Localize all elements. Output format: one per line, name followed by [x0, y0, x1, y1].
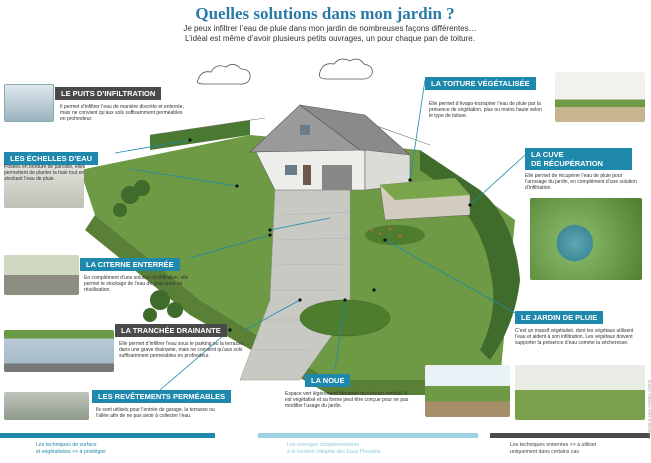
- callout-jardin-text: C’est un massif végétalisé, dont les végétaux utilisent l’eau et aident à son infiltration. Les végétaux doivent supporter la présence d’eau comme la sécheresse.: [515, 328, 634, 346]
- legend-complementary: [287, 442, 380, 455]
- legend-bar-underground: [490, 433, 650, 438]
- callout-noue: [285, 370, 410, 409]
- credit-text: © Adopta et eaux mondes contrat: [646, 380, 651, 440]
- drainage-trench-thumbnail: [4, 330, 114, 372]
- callout-noue-title: LA NOUE: [305, 374, 350, 387]
- legend-underground-line-2: uniquement dans certains cas: [510, 448, 579, 455]
- legend-complementary-line-2: à la Gestion Intégrée des Eaux Pluviales: [287, 448, 381, 455]
- callout-echelles-text-block: Posées en bordure de parcelle, elles permettent de planter la haie tout en stockant l’eau de pluie.: [4, 164, 86, 182]
- legend-surface-line-1: Les techniques de surface: [36, 442, 97, 448]
- callout-toiture: [425, 73, 555, 119]
- callout-toiture-title: LA TOITURE VÉGÉTALISÉE: [425, 77, 536, 90]
- cistern-thumbnail: [4, 255, 79, 295]
- legend-surface: [36, 442, 106, 455]
- permeable-pavement-thumbnail: [4, 392, 89, 420]
- callout-tranchee: [115, 320, 245, 359]
- callout-citerne-text: En complément d’une solution d’infiltration, elle permet le stockage de l’eau de pluie pour sa réutilisation.: [84, 275, 189, 293]
- callout-citerne-title: LA CITERNE ENTERRÉE: [80, 258, 180, 271]
- legend-complementary-line-1: Les ouvrages complémentaires: [287, 442, 360, 448]
- callout-echelles-title: LES ÉCHELLES D’EAU: [4, 152, 98, 165]
- callout-jardin-title: LE JARDIN DE PLUIE: [515, 311, 603, 324]
- callout-cuve-text: Elle permet de récupérer l’eau de pluie pour l’arrosage du jardin, en complément d’une solution d’infiltration.: [525, 173, 637, 191]
- callout-puits-text: Il permet d’infiltrer l’eau de manière discrète et enterrée, mais ne convient qu’aux sols suffisamment perméables en profondeur.: [60, 104, 184, 122]
- subtitle-line-2: L’idéal est même d’avoir plusieurs petits ouvrages, un pour chaque pan de toiture.: [185, 34, 475, 43]
- callout-cuve-title: [525, 148, 632, 170]
- rain-garden: [365, 225, 425, 245]
- subtitle-line-1: Je peux infiltrer l’eau de pluie dans mon jardin de nombreuses façons différentes…: [183, 24, 477, 33]
- legend-surface-line-2: et végétalisées >> à privilégier: [36, 448, 107, 455]
- legend-underground-line-1: Les techniques enterrées >> à utiliser: [510, 442, 597, 448]
- rain-tank-thumbnail: [530, 198, 642, 280]
- callout-noue-text: Espace vert légèrement décaissé ou créé en remblai. Il est végétalisé et sa forme peut être conçue pour ne pas modifier l’usage du jardin.: [285, 391, 409, 409]
- green-roof-thumbnail: [555, 72, 645, 122]
- callout-puits: [55, 83, 185, 122]
- callout-puits-title: LE PUITS D’INFILTRATION: [55, 87, 161, 100]
- legend-bar-complementary: [258, 433, 478, 438]
- callout-revetements-text: Ils sont utilisés pour l’entrée de garage, la terrasse ou l’allée afin de ne pas avoir à collecter l’eau.: [96, 407, 215, 419]
- callout-citerne: [80, 254, 190, 293]
- noue: [300, 300, 390, 336]
- page-subtitle: [165, 24, 495, 44]
- callout-cuve-title-line-2: DE RÉCUPÉRATION: [531, 159, 603, 168]
- callout-tranchee-text: Elle permet d’infiltrer l’eau sous le parking ou la terrasse, dans une grave drainante, mais ne convient qu’aux sols suffisamment perméables en profondeur.: [119, 341, 245, 359]
- rain-garden-thumbnail: [515, 365, 645, 420]
- page-title: Quelles solutions dans mon jardin ?: [195, 4, 455, 23]
- callout-revetements: [92, 386, 227, 419]
- callout-cuve: [525, 148, 645, 191]
- callout-revetements-title: LES REVÊTEMENTS PERMÉABLES: [92, 390, 231, 403]
- legend-bar-surface: [0, 433, 215, 438]
- well-cross-section-thumbnail: [4, 84, 54, 122]
- callout-tranchee-title: LA TRANCHÉE DRAINANTE: [115, 324, 227, 337]
- legend-underground: [510, 442, 597, 455]
- callout-cuve-title-line-1: LA CUVE: [531, 150, 564, 159]
- noue-thumbnail: [425, 365, 510, 417]
- callout-toiture-text: Elle permet d’évapo-transpirer l’eau de pluie par la présence de végétation, plus ou moins haute selon le type de toiture.: [429, 101, 542, 119]
- cloud-icon: [197, 59, 372, 84]
- callout-jardin: [515, 307, 645, 346]
